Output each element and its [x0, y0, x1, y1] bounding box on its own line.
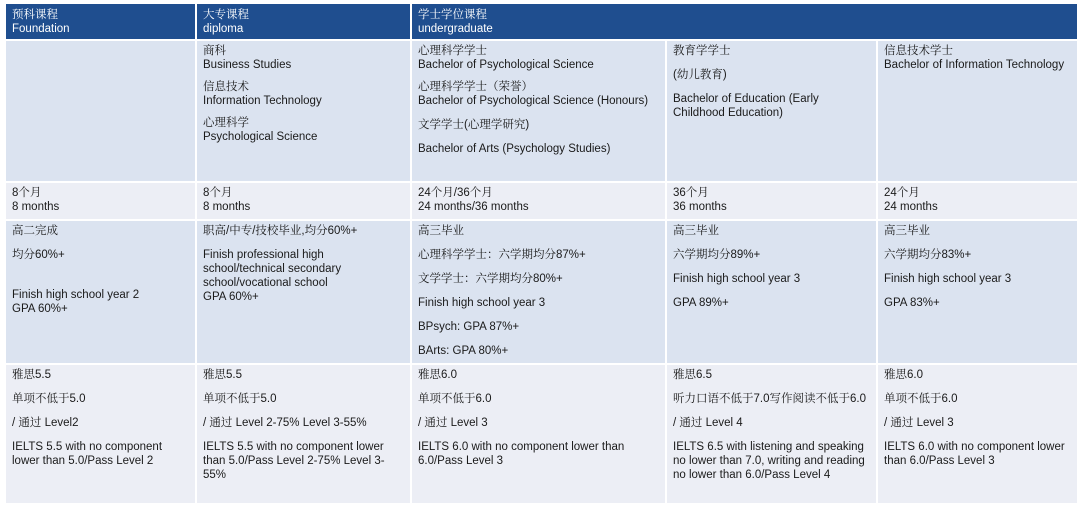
- program-diploma-cell: [196, 40, 411, 182]
- program-it-cell: [877, 40, 1078, 182]
- diploma-program-cn: 商科: [203, 45, 226, 57]
- english-text: / 通过 Level2: [12, 417, 79, 429]
- diploma-program-en: Information Technology: [203, 95, 322, 107]
- diploma-program-cn: 信息技术: [203, 81, 249, 93]
- academic-text: 职高/中专/技校毕业,均分60%+: [203, 225, 358, 237]
- duration-cn: 8个月: [12, 187, 42, 199]
- program-education-cell: [666, 40, 877, 182]
- english-text: IELTS 6.5 with listening and speaking no lower than 7.0, writing and reading no lower than 6.0/Pass Level 4: [673, 441, 865, 481]
- duration-foundation-cell: [6, 182, 196, 220]
- diploma-program-en: Business Studies: [203, 59, 292, 71]
- header-undergraduate-cn: 学士学位课程: [418, 9, 487, 21]
- header-foundation-cn: 预科课程: [12, 9, 58, 21]
- header-undergraduate-en: undergraduate: [418, 23, 493, 35]
- english-text: / 通过 Level 2-75% Level 3-55%: [203, 417, 367, 429]
- header-foundation: [6, 4, 196, 40]
- academic-text: Finish high school year 3: [418, 297, 546, 309]
- english-text: 听力口语不低于7.0写作阅读不低于6.0: [673, 393, 866, 405]
- english-text: IELTS 6.0 with no component lower than 6.0/Pass Level 3: [884, 441, 1065, 467]
- english-text: / 通过 Level 3: [884, 417, 954, 429]
- academic-text: Finish high school year 3: [673, 273, 801, 285]
- psych-program-cn: 心理科学学士: [418, 45, 487, 57]
- academic-foundation-cell: [6, 220, 196, 364]
- academic-text: Finish professional high school/technical secondary school/vocational school: [203, 249, 342, 289]
- arts-psych-cn: 文学学士(心理学研究): [418, 119, 530, 131]
- duration-en: 8 months: [203, 201, 251, 213]
- english-text: 雅思6.0: [418, 369, 457, 381]
- english-text: 单项不低于5.0: [203, 393, 277, 405]
- academic-psych-cell: [411, 220, 666, 364]
- duration-cn: 24个月: [884, 187, 920, 199]
- program-row: [6, 40, 1078, 182]
- english-text: 雅思6.0: [884, 369, 923, 381]
- duration-cn: 8个月: [203, 187, 233, 199]
- academic-text: Finish high school year 3: [884, 273, 1012, 285]
- academic-text: 高三毕业: [418, 225, 464, 237]
- english-row: [6, 364, 1078, 504]
- header-row: [6, 4, 1078, 40]
- duration-en: 36 months: [673, 201, 727, 213]
- duration-diploma-cell: [196, 182, 411, 220]
- academic-diploma-cell: [196, 220, 411, 364]
- header-foundation-en: Foundation: [12, 23, 70, 35]
- english-text: 单项不低于6.0: [418, 393, 492, 405]
- psych-honours-cn: 心理科学学士（荣誉）: [418, 81, 533, 93]
- academic-text: 六学期均分89%+: [673, 249, 761, 261]
- academic-text: GPA 83%+: [884, 297, 940, 309]
- program-psych-cell: [411, 40, 666, 182]
- duration-it-cell: [877, 182, 1078, 220]
- academic-text: 高三毕业: [884, 225, 930, 237]
- english-text: 单项不低于5.0: [12, 393, 86, 405]
- diploma-program-cn: 心理科学: [203, 117, 249, 129]
- english-text: IELTS 5.5 with no component lower than 5.0/Pass Level 2-75% Level 3-55%: [203, 441, 385, 481]
- english-text: / 通过 Level 4: [673, 417, 743, 429]
- english-text: 单项不低于6.0: [884, 393, 958, 405]
- duration-cn: 24个月/36个月: [418, 187, 493, 199]
- psych-program-en: Bachelor of Psychological Science: [418, 59, 594, 71]
- academic-text: Finish high school year 2: [12, 289, 140, 301]
- education-program-sub-cn: (幼儿教育): [673, 69, 727, 81]
- academic-text: BPsych: GPA 87%+: [418, 321, 520, 333]
- academic-text: 高三毕业: [673, 225, 719, 237]
- duration-en: 8 months: [12, 201, 60, 213]
- psych-honours-en: Bachelor of Psychological Science (Honours): [418, 95, 649, 107]
- academic-text: 心理科学学士：六学期均分87%+: [418, 249, 586, 261]
- header-diploma: [196, 4, 411, 40]
- academic-education-cell: [666, 220, 877, 364]
- english-text: IELTS 6.0 with no component lower than 6.0/Pass Level 3: [418, 441, 625, 467]
- academic-text: GPA 60%+: [12, 303, 68, 315]
- it-program-cn: 信息技术学士: [884, 45, 953, 57]
- duration-en: 24 months: [884, 201, 938, 213]
- course-comparison-table: [6, 4, 1079, 505]
- diploma-program-en: Psychological Science: [203, 131, 318, 143]
- arts-psych-en: Bachelor of Arts (Psychology Studies): [418, 143, 611, 155]
- english-it-cell: [877, 364, 1078, 504]
- academic-text: GPA 89%+: [673, 297, 729, 309]
- duration-en: 24 months/36 months: [418, 201, 529, 213]
- english-psych-cell: [411, 364, 666, 504]
- it-program-en: Bachelor of Information Technology: [884, 59, 1065, 71]
- education-program-en: Bachelor of Education (Early Childhood Education): [673, 93, 819, 119]
- english-text: 雅思5.5: [203, 369, 242, 381]
- education-program-cn: 教育学学士: [673, 45, 731, 57]
- english-text: / 通过 Level 3: [418, 417, 488, 429]
- academic-text: 均分60%+: [12, 249, 65, 261]
- academic-text: BArts: GPA 80%+: [418, 345, 509, 357]
- course-comparison-table-wrapper: [6, 4, 1078, 505]
- academic-text: 六学期均分83%+: [884, 249, 972, 261]
- academic-text: GPA 60%+: [203, 291, 259, 303]
- english-foundation-cell: [6, 364, 196, 504]
- duration-psych-cell: [411, 182, 666, 220]
- english-text: 雅思6.5: [673, 369, 712, 381]
- duration-education-cell: [666, 182, 877, 220]
- english-text: 雅思5.5: [12, 369, 51, 381]
- duration-cn: 36个月: [673, 187, 709, 199]
- english-education-cell: [666, 364, 877, 504]
- header-diploma-en: diploma: [203, 23, 244, 35]
- english-diploma-cell: [196, 364, 411, 504]
- academic-it-cell: [877, 220, 1078, 364]
- academic-text: 文学学士：六学期均分80%+: [418, 273, 563, 285]
- duration-row: [6, 182, 1078, 220]
- academic-row: [6, 220, 1078, 364]
- header-undergraduate: [411, 4, 1078, 40]
- program-foundation-cell: [6, 40, 196, 182]
- header-diploma-cn: 大专课程: [203, 9, 249, 21]
- english-text: IELTS 5.5 with no component lower than 5.0/Pass Level 2: [12, 441, 163, 467]
- academic-text: 高二完成: [12, 225, 58, 237]
